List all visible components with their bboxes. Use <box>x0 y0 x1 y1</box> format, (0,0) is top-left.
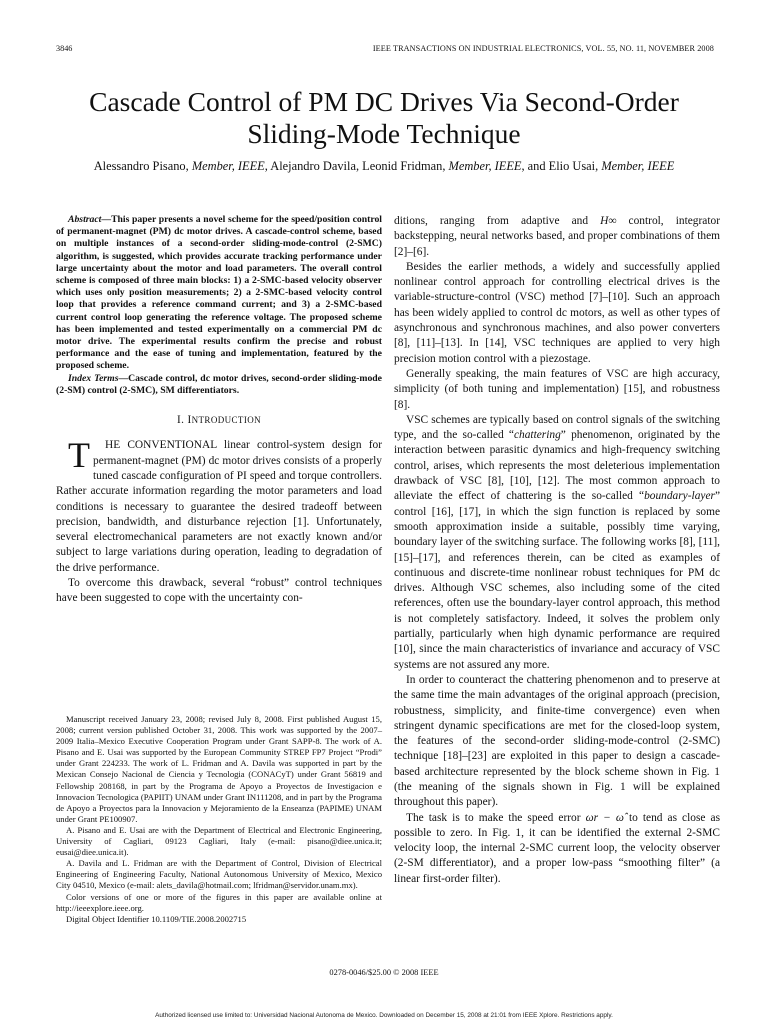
right-paragraph-1: Besides the earlier methods, a widely and successfully applied nonlinear control approach for controlling electrical drives is the variable-structure-control (VSC) method [7]–[10]. Such an approach has been widely applied to control dc motors, as well as other types of asynchronous and synchronous machines, and also power converters [8], [11]–[13]. In [14], VSC techniques are applied to very high precision motion control with a piezostage. <box>394 260 720 365</box>
author-3: , and Elio Usai, <box>521 159 599 173</box>
journal-name: IEEE TRANSACTIONS ON INDUSTRIAL ELECTRONICS, VOL. 55, NO. 11, NOVEMBER 2008 <box>372 44 714 53</box>
abstract <box>56 214 382 373</box>
footnote-affiliation-2: A. Davila and L. Fridman are with the Department of Control, Division of Electrical Engineering of Engineering Faculty, National Autonomous University of Mexico, Mexico City 04510, Mexico (e-mail: alets_davila@hotmail.com; lfridman@servidor.unam.mx). <box>56 858 382 891</box>
abstract-label: Abstract <box>68 214 102 225</box>
right-paragraph-5: The task is to make the speed error ωr − ω̂ to tend as close as possible to zero. In Fig. 1, it can be identified the external 2-SMC velocity loop, the internal 2-SMC current loop, the velocity observer (2-SM differentiator), and a proper low-pass “smoothing filter” (a linear first-order filter). <box>394 811 720 885</box>
page-number: 3846 <box>56 44 73 53</box>
author-2-role: Member, IEEE <box>448 159 522 173</box>
left-column <box>56 214 382 607</box>
abstract-text: —This paper presents a novel scheme for the speed/position control of permanent-magnet (PM) dc motor drives. A cascade-control scheme, based on multiple instances of a second-order sliding-mode-control (2-SMC) algorithm, is suggested, which provides accurate tracking performance under large uncertainty about the motor and load parameters. The overall control scheme is composed of three main blocks: 1) a 2-SMC-based velocity observer which uses only position measurements; 2) a 2-SMC-based velocity control loop that provides a reference command current; and 3) a 2-SMC-based current control loop generating the reference voltage. The proposed scheme has been implemented and tested experimentally on a commercial PM dc motor drive. The experimental results confirm the precise and robust performance and the ease of tuning and implementation, featured by the proposed scheme. <box>56 214 382 372</box>
h-infinity-symbol: H∞ <box>600 215 617 227</box>
footnote-color-figures: Color versions of one or more of the figures in this paper are available online at http://ieeexplore.ieee.org. <box>56 891 382 913</box>
authorized-use-notice: Authorized licensed use limited to: Universidad Nacional Autonoma de Mexico. Downloaded on December 15, 2008 at 21:01 from IEEE Xplore. Restrictions apply. <box>155 1012 613 1019</box>
author-2: , Alejandro Davila, Leonid Fridman, <box>264 159 446 173</box>
footnote-manuscript: Manuscript received January 23, 2008; revised July 8, 2008. First published August 15, 2008; current version published October 31, 2008. This work was supported by the 2007–2009 Italia–Mexico Executive Cooperation Program under Grant SAPP-8. The work of A. Pisano and E. Usai was supported by the European Community STREP FP7 Project “Prodi” under Grant 224233. The work of L. Fridman and A. Davila was supported in part by the Mexican Consejo Nacional de Ciencia y Tecnologia (CONACyT) under Grant 56819 and Fellowship 208168, in part by the Programa de Apoyo a Proyectos de Investigacion e Innovacion Tecnologica (PAPIIT) UNAM under Grant IN111208, and in part by the Programa de Apoyo a Proyectos para la Innovacion y Mejoramiento de la Enseanza (PAPIME) UNAM under Grant PE100907. <box>56 714 382 824</box>
intro-paragraph-2: To overcome this drawback, several “robust” control techniques have been suggested to cope with the uncertainty con- <box>56 577 382 605</box>
index-terms <box>56 373 382 397</box>
right-paragraph-3: VSC schemes are typically based on control signals of the switching type, and the so-called “chattering” phenomenon, originated by the interaction between parasitic dynamics and high-frequency switching control, arises, which represents the most deleterious implementation drawback of VSC [8], [10], [12]. The most common approach to alleviate the effect of chattering is the so-called “boundary-layer” control [16], [17], in which the sign function is replaced by some smooth approximation inside a suitable, possibly time varying, boundary layer of the switching surface. The following works [8], [11], [15]–[17], and references therein, can be cited as examples of continuous and discrete-time nonlinear robust techniques for PM dc drives. Although VSC schemes, also including some of the cited references, often use the boundary-layer control approach, this method is not completely satisfactory. Indeed, it solves the problem only partially, particularly when high dynamic performance are required [10], since the main characteristics of invariance and accuracy of VSC systems are not assured any more. <box>394 413 720 671</box>
author-3-role: Member, IEEE <box>601 159 675 173</box>
title-line-2: Sliding-Mode Technique <box>247 118 521 149</box>
footnote-affiliation-1: A. Pisano and E. Usai are with the Department of Electrical and Electronic Engineering, University of Cagliari, 09123 Cagliari, Italy (e-mail: pisano@diee.unica.it; eusai@diee.unica.it). <box>56 824 382 858</box>
right-paragraph-2: Generally speaking, the main features of VSC are high accuracy, simplicity (of both tuning and implementation) [15], and robustness [8]. <box>394 367 720 411</box>
right-column <box>394 214 720 887</box>
author-list <box>30 158 738 174</box>
index-terms-text: —Cascade control, dc motor drives, second-order sliding-mode (2-SM) control (2-SMC), SM differentiators. <box>56 372 382 396</box>
footnote-doi: Digital Object Identifier 10.1109/TIE.2008.2002715 <box>66 913 247 924</box>
index-terms-label: Index Terms <box>68 372 119 384</box>
drop-cap: T <box>68 435 90 476</box>
speed-error-expression: ωr − ω̂ <box>585 811 624 824</box>
title-line-1: Cascade Control of PM DC Drives Via Second-Order <box>89 86 679 117</box>
section-heading-introduction: I. INTRODUCTION <box>176 414 262 427</box>
footnote <box>56 714 382 925</box>
paper-title <box>40 86 728 150</box>
right-paragraph-4: In order to counteract the chattering phenomenon and to preserve at the same time the main advantages of the original approach (precision, robustness, simplicity, and finite-time convergence) even when stringent dynamic specifications are met for the closed-loop system, the features of the second-order sliding-mode-control (2-SMC) technique [18]–[23] are exploited in this paper to design a cascade-based architecture represented by the block scheme shown in Fig. 1 (the meaning of the signals shown in Fig. 1 will be explained throughout this paper). <box>394 673 720 809</box>
author-1-role: Member, IEEE <box>191 159 265 173</box>
right-paragraph-0: ditions, ranging from adaptive and H∞ control, integrator backstepping, neural networks based, and proper combinations of them [2]–[6]. <box>394 215 720 258</box>
issn-copyright: 0278-0046/$25.00 © 2008 IEEE <box>329 968 439 977</box>
intro-paragraph-1: T HE CONVENTIONAL linear control-system design for permanent-magnet (PM) dc motor drives consists of a properly tuned cascade configuration of PI speed and torque controllers. Rather accurate information regarding the motor parameters and load conditions is necessary to guarantee the desired tradeoff between precision, bandwidth, and disturbance rejection [1]. Unfortunately, several electromechanical parameters are not exactly known and/or subject to large variations during operation, leading to degradation of the drive performance. <box>56 435 382 574</box>
author-1: Alessandro Pisano, <box>93 159 189 173</box>
